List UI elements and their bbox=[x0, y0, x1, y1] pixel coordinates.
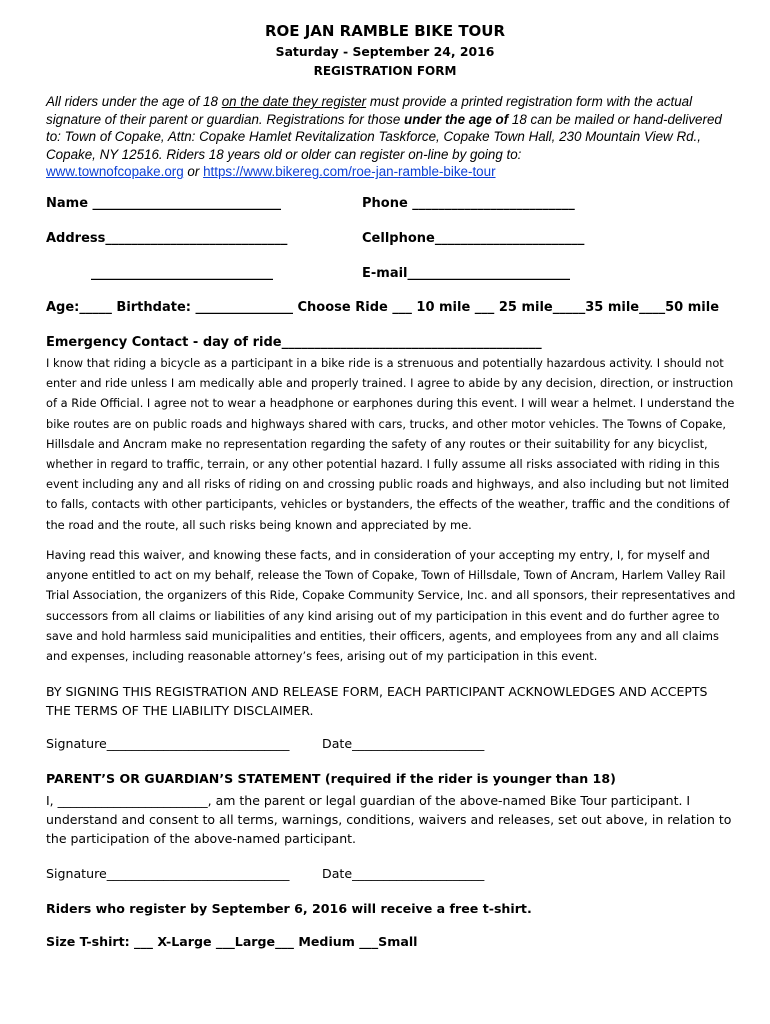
waiver-paragraph-1: I know that riding a bicycle as a participant in a bike ride is a strenuous and potentially hazardous activity. I should not enter and ride unless I am medically able and properly trained. I agree to abide by any decision, direction, or instruction of a Ride Official. I agree not to wear a headphone or earphones during this event. I will wear a helmet. I understand the bike routes are on public roads and highways shared with cars, trucks, and other motor vehicles. The Towns of Copake, Hillsdale and Ancram make no representation regarding the safety of any routes or their suitability for any bicyclist, whether in regard to traffic, terrain, or any other potential hazard. I fully assume all risks associated with riding in this event including any and all risks of riding on and crossing public roads and highways, and also including but not limited to falls, contacts with other participants, vehicles or bystanders, the effects of the weather, traffic and the conditions of the road and the route, all such risks being known and appreciated by me. bbox=[46, 356, 735, 532]
phone-field[interactable]: Phone _________________________ bbox=[362, 196, 575, 211]
bikereg-link[interactable]: https://www.bikereg.com/roe-jan-ramble-bike-tour bbox=[203, 164, 496, 180]
intro-text-1: All riders under the age of 18 bbox=[46, 94, 222, 109]
intro-text-3: 18 can be mailed or hand-delivered to: Town of Copake, Attn: Copake Hamlet Revitalization Taskforce, Copake Town Hall, 230 Mountain View Rd., Copake, NY 12516. Riders 18 years old or older can register on-line by going to: bbox=[46, 111, 722, 162]
tshirt-size-selection[interactable]: Size T-shirt: ___ X-Large ___Large___ Medium ___Small bbox=[46, 934, 418, 949]
age-birthdate-ride-row[interactable]: Age:_____ Birthdate: _______________ Choose Ride ___ 10 mile ___ 25 mile_____35 mile____50 mile bbox=[46, 300, 720, 315]
form-subtitle: REGISTRATION FORM bbox=[313, 64, 457, 78]
date-field[interactable]: Date_____________________ bbox=[322, 736, 485, 751]
intro-bold: under the age of bbox=[404, 111, 509, 127]
guardian-statement-text: I, ________________________, am the parent or legal guardian of the above-named Bike Tour participant. I understand and consent to all terms, warnings, conditions, waivers and releases, set out above, in relation to the participation of the above-named participant. bbox=[46, 793, 732, 846]
email-field[interactable]: E-mail_________________________ bbox=[362, 266, 571, 281]
emergency-contact-field[interactable]: Emergency Contact - day of ride________________________________________ bbox=[46, 335, 542, 350]
form-title: ROE JAN RAMBLE BIKE TOUR bbox=[264, 22, 506, 40]
intro-paragraph bbox=[46, 93, 736, 181]
address-line-2-field[interactable]: ____________________________ bbox=[91, 266, 273, 281]
intro-underlined: on the date they register bbox=[221, 94, 367, 109]
intro-or: or bbox=[183, 164, 204, 180]
guardian-date-field[interactable]: Date_____________________ bbox=[322, 866, 485, 881]
address-field[interactable]: Address____________________________ bbox=[46, 231, 288, 246]
guardian-statement-heading: PARENT’S OR GUARDIAN’S STATEMENT (required if the rider is younger than 18) bbox=[46, 771, 616, 786]
cellphone-field[interactable]: Cellphone_______________________ bbox=[362, 231, 585, 246]
town-website-link[interactable]: www.townofcopake.org bbox=[46, 164, 184, 180]
intro-text-2: must provide a printed registration form with the actual signature of their parent or guardian. Registrations for those bbox=[46, 94, 693, 127]
waiver-paragraph-2: Having read this waiver, and knowing these facts, and in consideration of your accepting my entry, I, for myself and anyone entitled to act on my behalf, release the Town of Copake, Town of Hillsdale, Town of Ancram, Harlem Valley Rail Trial Association, the organizers of this Ride, Copake Community Service, Inc. and all sponsors, their representatives and successors from all claims or liabilities of any kind arising out of my participation in this event and do further agree to save and hold harmless said municipalities and entities, their officers, agents, and employees from any and all claims and expenses, including reasonable attorney’s fees, arising out of my participation in this event. bbox=[46, 548, 736, 664]
name-field[interactable]: Name _____________________________ bbox=[46, 196, 282, 211]
liability-acknowledgement: BY SIGNING THIS REGISTRATION AND RELEASE FORM, EACH PARTICIPANT ACKNOWLEDGES AND ACCEPTS THE TERMS OF THE LIABILITY DISCLAIMER. bbox=[46, 684, 708, 718]
guardian-signature-field[interactable]: Signature_____________________________ bbox=[46, 866, 290, 881]
event-date: Saturday - September 24, 2016 bbox=[275, 44, 495, 59]
tshirt-promo: Riders who register by September 6, 2016 will receive a free t-shirt. bbox=[46, 901, 532, 916]
signature-field[interactable]: Signature_____________________________ bbox=[46, 736, 290, 751]
